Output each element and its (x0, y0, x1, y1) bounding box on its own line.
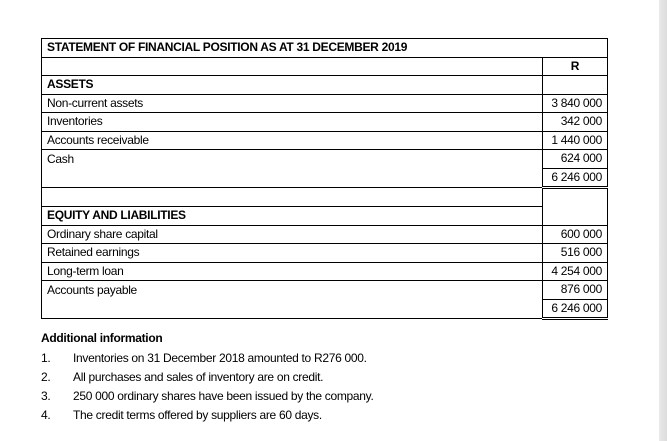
row-label: Inventories (42, 113, 543, 132)
equity-heading-row (42, 207, 608, 226)
table-row (42, 281, 608, 300)
row-value: 3 840 000 (542, 94, 607, 113)
table-row (42, 94, 608, 113)
row-value: 342 000 (542, 113, 607, 132)
equity-total: 6 246 000 (542, 299, 607, 319)
assets-heading: ASSETS (42, 76, 543, 95)
currency-header: R (542, 57, 607, 76)
item-number: 2. (41, 370, 51, 384)
spacer-row (42, 188, 608, 207)
table-row (42, 244, 608, 263)
statement-table (41, 38, 608, 320)
equity-heading: EQUITY AND LIABILITIES (42, 207, 543, 226)
item-text: All purchases and sales of inventory are on credit. (73, 370, 324, 384)
row-value: 600 000 (542, 225, 607, 244)
item-text: The credit terms offered by suppliers are 60 days. (73, 408, 322, 422)
list-item (41, 387, 601, 406)
row-value: 4 254 000 (542, 262, 607, 281)
additional-info-heading: Additional information (41, 331, 163, 345)
list-item (41, 406, 601, 425)
item-text: 250 000 ordinary shares have been issued by the company. (73, 389, 374, 403)
table-row (42, 150, 608, 169)
row-value: 876 000 (542, 281, 607, 300)
additional-info-list (41, 349, 601, 425)
table-row (42, 225, 608, 244)
row-label: Retained earnings (42, 244, 543, 263)
financial-statement (41, 38, 608, 320)
statement-title-row (42, 39, 608, 58)
equity-total-row (42, 299, 608, 319)
assets-heading-row (42, 76, 608, 95)
item-number: 1. (41, 351, 51, 365)
item-number: 3. (41, 389, 51, 403)
item-text: Inventories on 31 December 2018 amounted to R276 000. (73, 351, 367, 365)
row-label: Non-current assets (42, 94, 543, 113)
item-number: 4. (41, 408, 51, 422)
row-label: Accounts payable (42, 281, 543, 300)
table-row (42, 131, 608, 150)
row-label: Accounts receivable (42, 131, 543, 150)
table-row (42, 113, 608, 132)
assets-total: 6 246 000 (542, 168, 607, 188)
table-row (42, 262, 608, 281)
statement-title: STATEMENT OF FINANCIAL POSITION AS AT 31 DECEMBER 2019 (42, 39, 608, 58)
additional-information (41, 330, 601, 425)
list-item (41, 349, 601, 368)
row-value: 1 440 000 (542, 131, 607, 150)
row-label: Ordinary share capital (42, 225, 543, 244)
row-label: Long-term loan (42, 262, 543, 281)
currency-row (42, 57, 608, 76)
list-item (41, 368, 601, 387)
row-label: Cash (42, 150, 543, 169)
row-value: 516 000 (542, 244, 607, 263)
window-edge (659, 0, 667, 441)
assets-total-row (42, 168, 608, 188)
row-value: 624 000 (542, 150, 607, 169)
